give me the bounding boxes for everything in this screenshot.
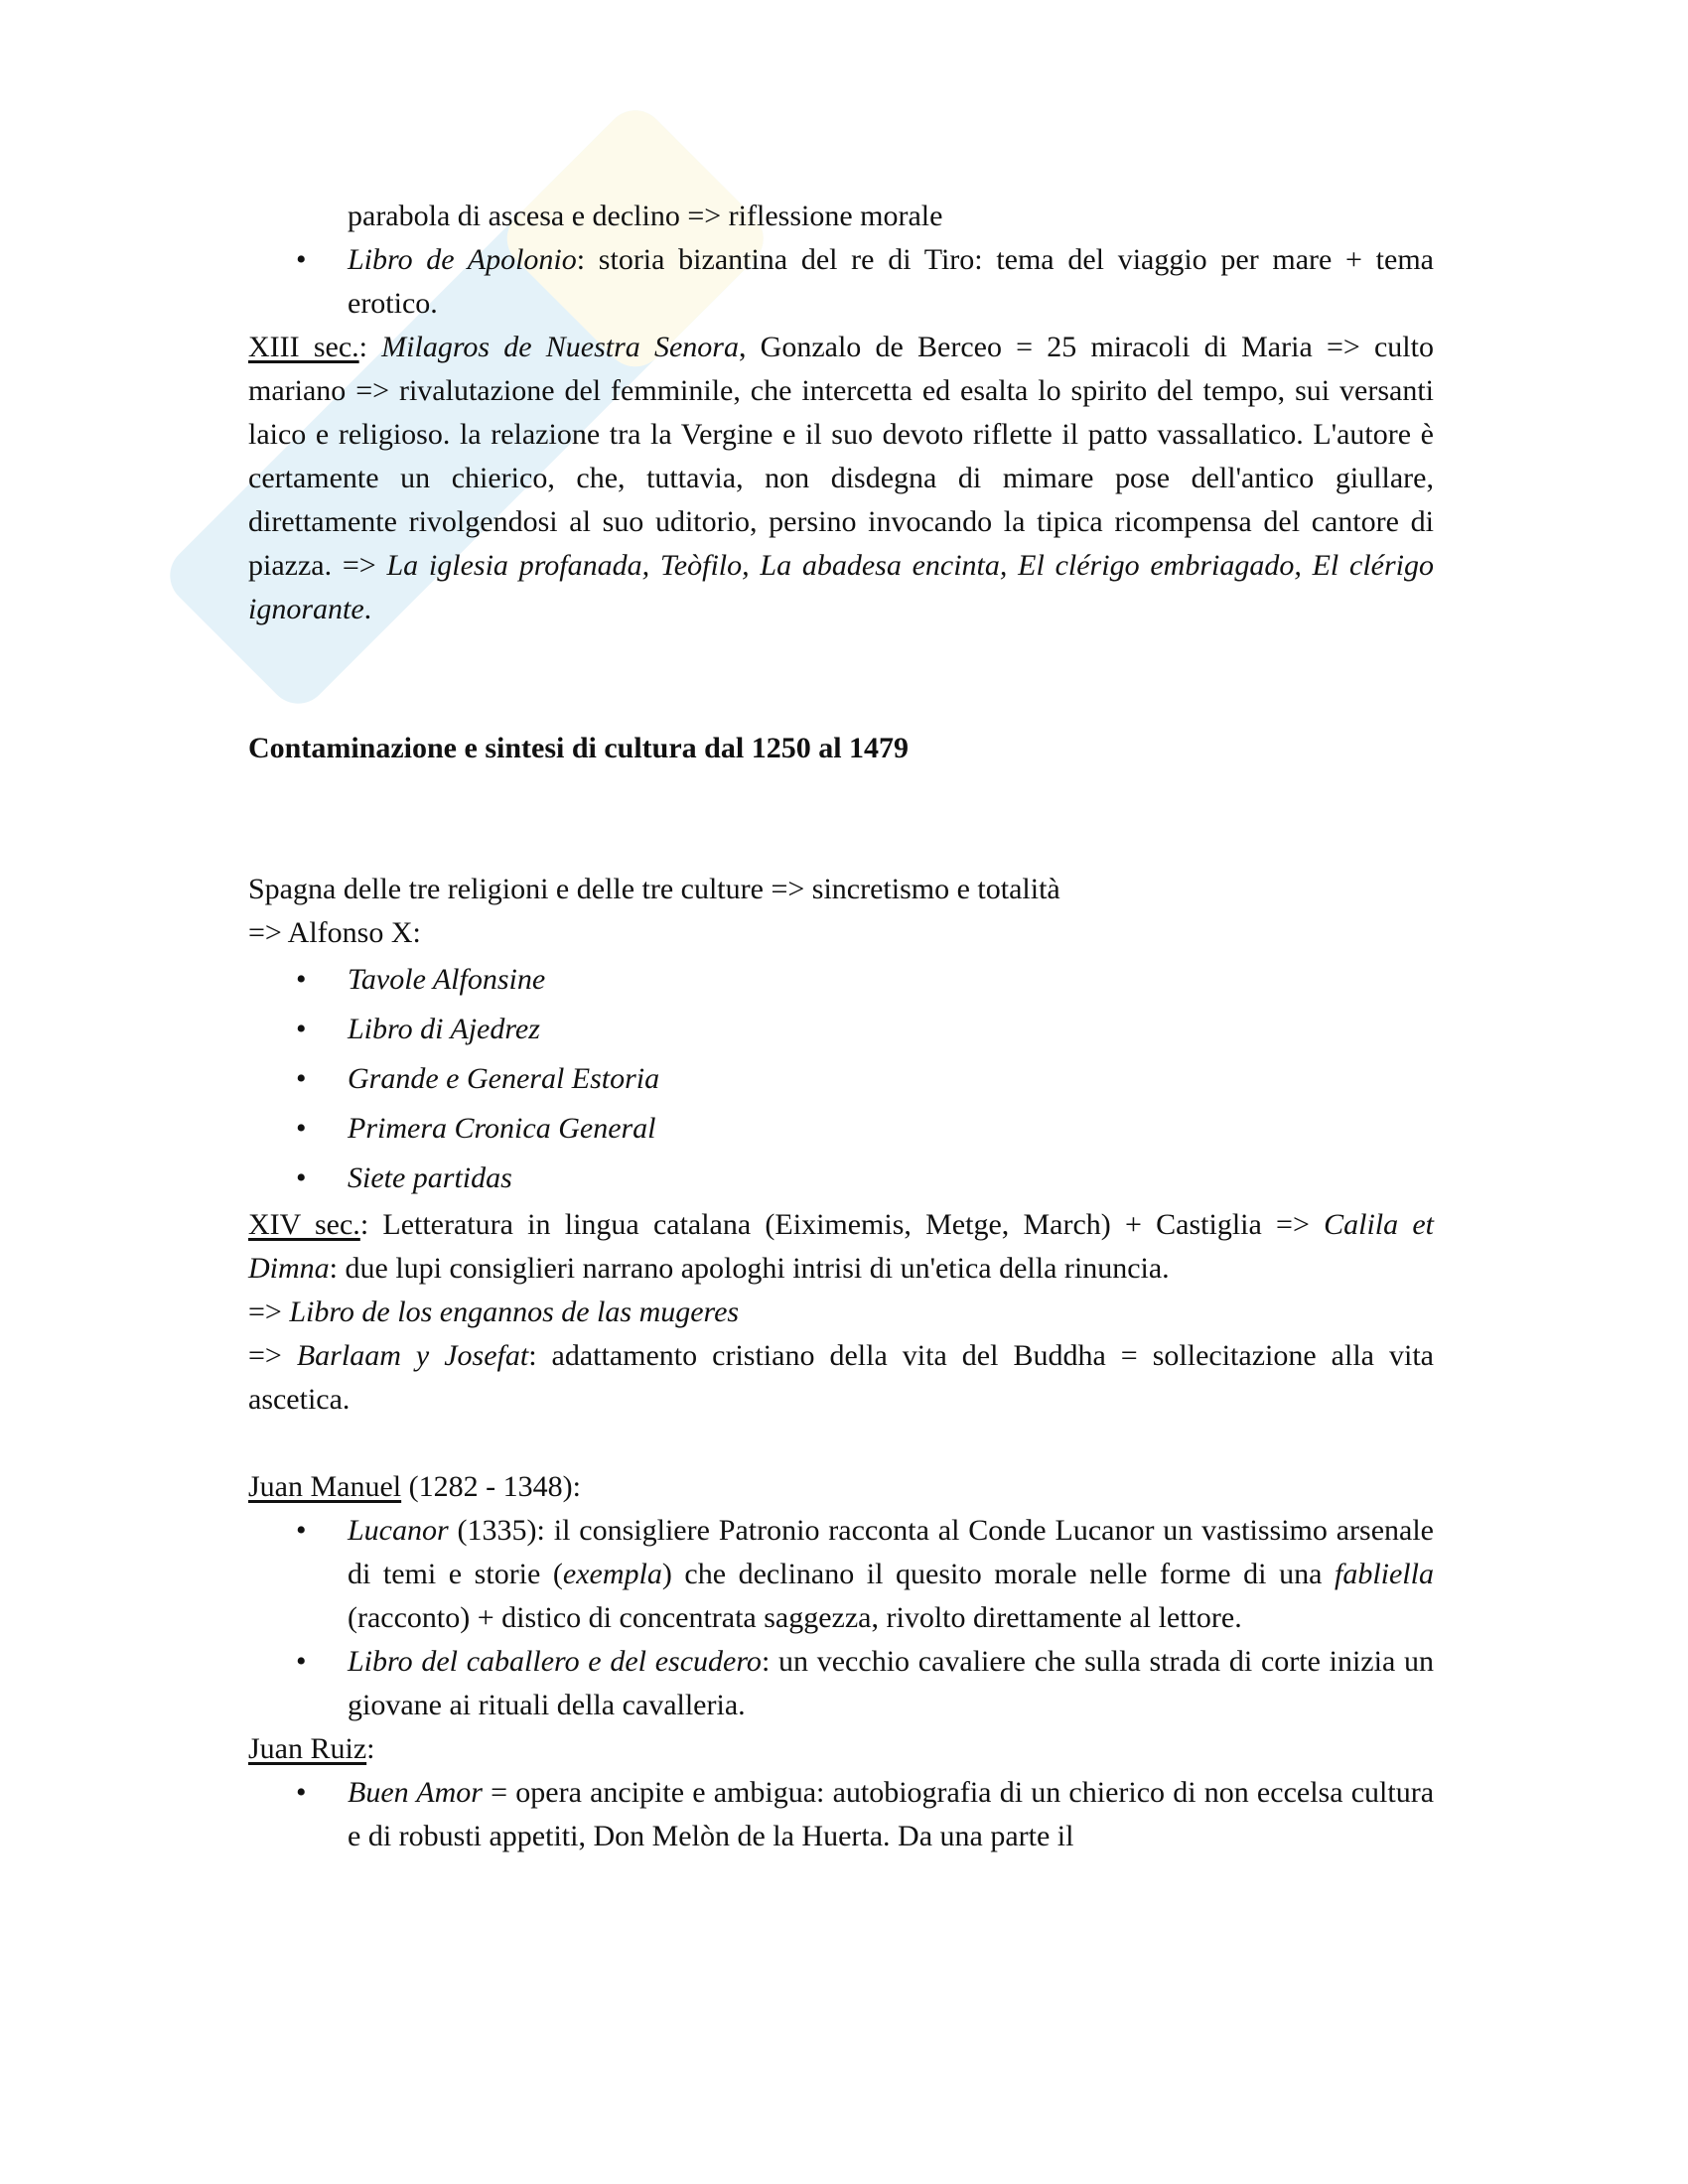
spagna-line: Spagna delle tre religioni e delle tre culture => sincretismo e totalità xyxy=(248,873,1060,905)
list-item: • Grande e General Estoria xyxy=(248,1054,1434,1104)
bullet-icon: • xyxy=(296,243,307,276)
bullet-icon: • xyxy=(296,1645,307,1678)
alfonso-label: => Alfonso X: xyxy=(248,916,421,949)
juan-manuel-label: Juan Manuel (1282 - 1348): xyxy=(248,1470,581,1503)
xiv-label: XIV sec. xyxy=(248,1208,360,1241)
bullet-icon: • xyxy=(296,1514,307,1547)
bullet-icon: • xyxy=(296,1776,307,1809)
bullet-icon: • xyxy=(296,1013,307,1045)
list-item: • Primera Cronica General xyxy=(248,1104,1434,1154)
xiii-label: XIII sec. xyxy=(248,331,359,363)
alfonso-works-list xyxy=(248,955,1434,1203)
juan-manuel-list xyxy=(248,1509,1434,1727)
bullet-icon: • xyxy=(296,1062,307,1095)
engannos-line: => Libro de los engannos de las mugeres xyxy=(248,1296,740,1328)
bullet-icon: • xyxy=(296,963,307,996)
list-item: • Libro del caballero e del escudero: un vecchio cavaliere che sulla strada di corte inizia un giovane ai rituali della cavalleria. xyxy=(248,1640,1434,1727)
list-item: • Siete partidas xyxy=(248,1154,1434,1203)
juan-ruiz-label: Juan Ruiz: xyxy=(248,1732,375,1765)
list-item: • Lucanor (1335): il consigliere Patronio racconta al Conde Lucanor un vastissimo arsenale di temi e storie (exempla) che declinano il quesito morale nelle forme di una fabliella (racconto) + distico di concentrata saggezza, rivolto direttamente al lettore. xyxy=(248,1509,1434,1640)
xiii-paragraph: XIII sec.: Milagros de Nuestra Senora, Gonzalo de Berceo = 25 miracoli di Maria => culto mariano => rivalutazione del femminile, che intercetta ed esalta lo spirito del tempo, sui versanti laico e religioso. la relazione tra la Vergine e il suo devoto riflette il patto vassallatico. L'autore è certamente un chierico, che, tuttavia, non disdegna di mimare pose dell'antico giullare, direttamente rivolgendosi al suo uditorio, persino invocando la tipica ricompensa del cantore di piazza. => La iglesia profanada, Teòfilo, La abadesa encinta, El clérigo embriagado, El clérigo ignorante. xyxy=(248,331,1434,625)
bullet-icon: • xyxy=(296,1161,307,1194)
juan-ruiz-list xyxy=(248,1771,1434,1858)
section-heading: Contaminazione e sintesi di cultura dal 1250 al 1479 xyxy=(248,732,910,764)
list-item: • Buen Amor = opera ancipite e ambigua: autobiografia di un chierico di non eccelsa cultura e di robusti appetiti, Don Melòn de la Huerta. Da una parte il xyxy=(248,1771,1434,1858)
list-item: • Libro de Apolonio: storia bizantina del re di Tiro: tema del viaggio per mare + tema erotico. xyxy=(248,238,1434,326)
continued-line: parabola di ascesa e declino => riflessione morale xyxy=(348,200,943,232)
xiv-paragraph: XIV sec.: Letteratura in lingua catalana (Eiximemis, Metge, March) + Castiglia => Calila et Dimna: due lupi consiglieri narrano apologhi intrisi di un'etica della rinuncia. xyxy=(248,1208,1434,1285)
document-page xyxy=(248,195,1434,1858)
barlaam-line: => Barlaam y Josefat: adattamento cristiano della vita del Buddha = sollecitazione alla vita ascetica. xyxy=(248,1339,1434,1416)
apolonio-list xyxy=(248,238,1434,326)
list-item: • Tavole Alfonsine xyxy=(248,955,1434,1005)
bullet-icon: • xyxy=(296,1112,307,1145)
list-item: • Libro di Ajedrez xyxy=(248,1005,1434,1054)
